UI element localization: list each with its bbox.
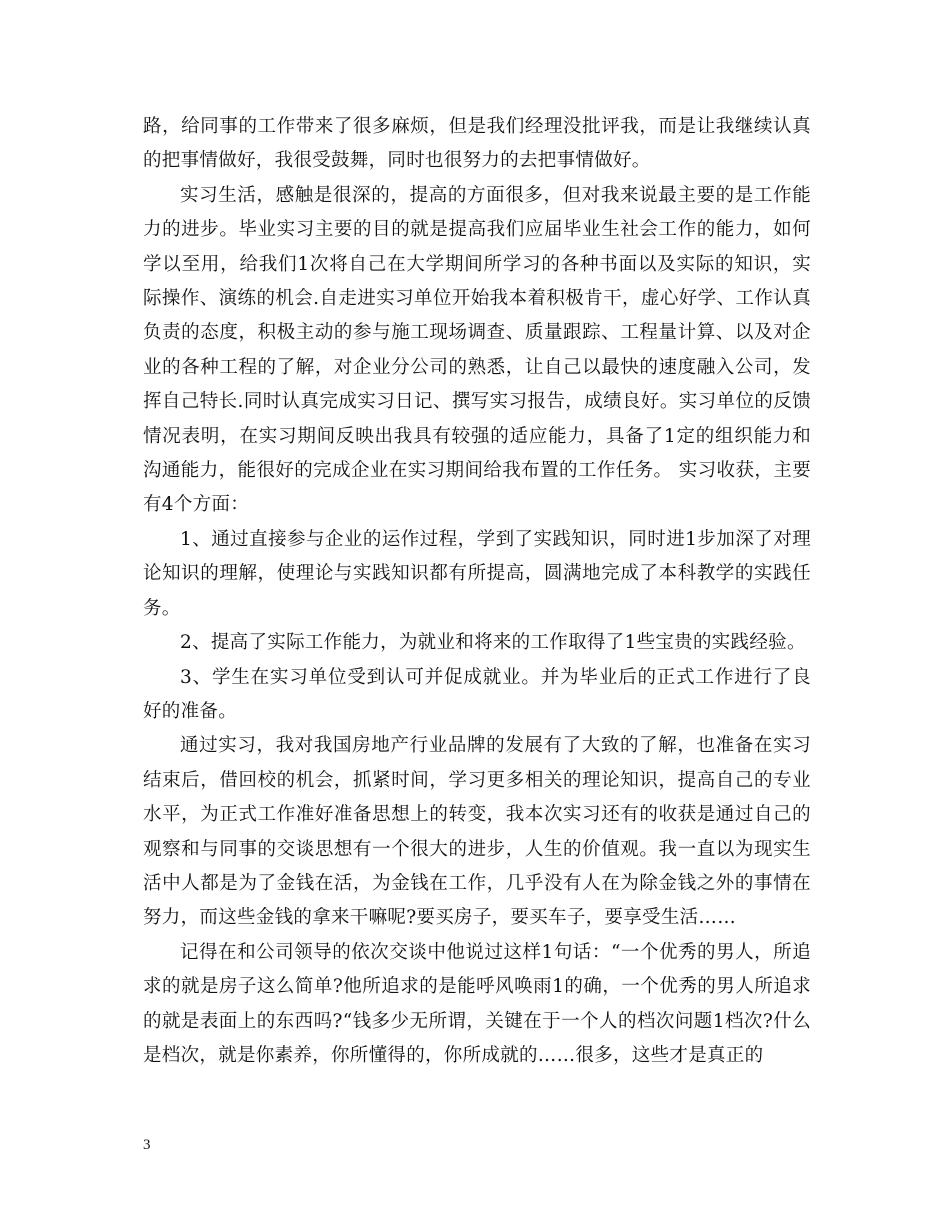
paragraph-continued: 路，给同事的工作带来了很多麻烦，但是我们经理没批评我，而是让我继续认真的把事情做好，我很受鼓舞，同时也很努力的去把事情做好。 [143, 116, 811, 172]
paragraph-internship-reflection: 实习生活，感触是很深的，提高的方面很多，但对我来说最主要的是工作能力的进步。毕业实习主要的目的就是提高我们应届毕业生社会工作的能力，如何学以至用，给我们1次将自己在大学期间所学习的各种书面以及实际的知识，实际操作、演练的机会.自走进实习单位开始我本着积极肯干，虚心好学、工作认真负责的态度，积极主动的参与施工现场调查、质量跟踪、工程量计算、以及对企业的各种工程的了解，对企业分公司的熟悉，让自己以最快的速度融入公司，发挥自己特长.同时认真完成实习日记、撰写实习报告，成绩良好。实习单位的反馈情况表明，在实习期间反映出我具有较强的适应能力，具备了1定的组织能力和沟通能力，能很好的完成企业在实习期间给我布置的工作任务。 实习收获，主要有4个方面： [143, 184, 811, 516]
paragraph-conversation: 记得在和公司领导的依次交谈中他说过这样1句话：“一个优秀的男人，所追求的就是房子这么简单?他所追求的是能呼风唤雨1的确，一个优秀的男人所追求的就是表面上的东西吗?“钱多少无所谓，关键在于一个人的档次问题1档次?什么是档次，就是你素养，你所懂得的，你所成就的……很多，这些才是真正的 [143, 941, 811, 1066]
page-number: 3 [143, 1137, 151, 1153]
paragraph-gain-3: 3、学生在实习单位受到认可并促成就业。并为毕业后的正式工作进行了良好的准备。 [143, 666, 811, 722]
document-body [143, 110, 811, 1073]
paragraph-real-estate: 通过实习，我对我国房地产行业品牌的发展有了大致的了解，也准备在实习结束后，借回校的机会，抓紧时间，学习更多相关的理论知识，提高自己的专业水平，为正式工作准好准备思想上的转变，我本次实习还有的收获是通过自己的观察和与同事的交谈思想有一个很大的进步，人生的价值观。我一直以为现实生活中人都是为了金钱在活，为金钱在工作，几乎没有人在为除金钱之外的事情在努力，而这些金钱的拿来干嘛呢?要买房子，要买车子，要享受生活…… [143, 735, 811, 929]
paragraph-gain-2: 2、提高了实际工作能力，为就业和将来的工作取得了1些宝贵的实践经验。 [180, 632, 806, 654]
paragraph-gain-1: 1、通过直接参与企业的运作过程，学到了实践知识，同时进1步加深了对理论知识的理解，使理论与实践知识都有所提高，圆满地完成了本科教学的实践任务。 [143, 528, 811, 619]
